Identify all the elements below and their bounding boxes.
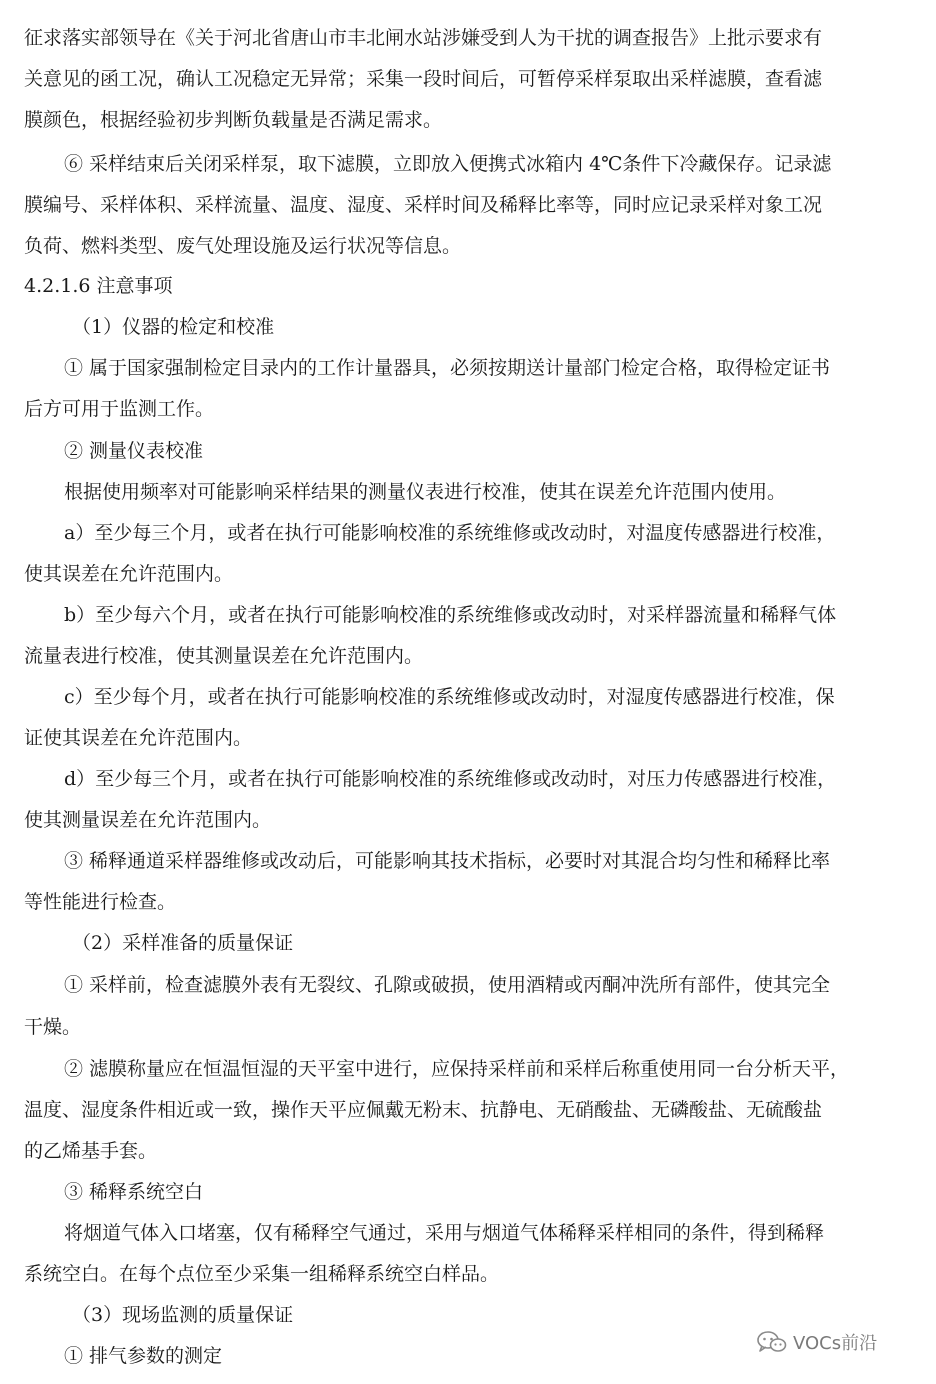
watermark-text: VOCs前沿: [793, 1333, 878, 1354]
paragraph-line: 干燥。: [24, 1016, 82, 1038]
paragraph-line: 使其测量误差在允许范围内。: [24, 809, 272, 831]
paragraph-line: ① 采样前，检查滤膜外表有无裂纹、孔隙或破损，使用酒精或丙酮冲洗所有部件，使其完全: [64, 974, 831, 996]
item-heading: ② 测量仪表校准: [64, 440, 204, 462]
paragraph-line: 系统空白。在每个点位至少采集一组稀释系统空白样品。: [24, 1263, 500, 1285]
paragraph-line: b）至少每六个月，或者在执行可能影响校准的系统维修或改动时，对采样器流量和稀释气体: [64, 604, 837, 626]
paragraph-line: 温度、湿度条件相近或一致，操作天平应佩戴无粉末、抗静电、无硝酸盐、无磷酸盐、无硫酸盐: [24, 1099, 823, 1121]
paragraph-line: 的乙烯基手套。: [24, 1140, 158, 1162]
subsection-heading: （1）仪器的检定和校准: [72, 316, 275, 338]
paragraph-line: 膜颜色，根据经验初步判断负载量是否满足需求。: [24, 109, 443, 131]
item-heading: ③ 稀释系统空白: [64, 1181, 204, 1203]
paragraph-line: d）至少每三个月，或者在执行可能影响校准的系统维修或改动时，对压力传感器进行校准，: [64, 768, 837, 790]
paragraph-line: 使其误差在允许范围内。: [24, 563, 234, 585]
paragraph-line: 根据使用频率对可能影响采样结果的测量仪表进行校准，使其在误差允许范围内使用。: [64, 481, 787, 503]
paragraph-line: ⑥ 采样结束后关闭采样泵，取下滤膜，立即放入便携式冰箱内 4℃条件下冷藏保存。记录滤: [64, 153, 832, 175]
paragraph-line: 等性能进行检查。: [24, 891, 177, 913]
subsection-heading: （3）现场监测的质量保证: [72, 1304, 294, 1326]
paragraph-line: 征求落实部领导在《关于河北省唐山市丰北闸水站涉嫌受到人为干扰的调查报告》上批示要求有: [24, 27, 823, 49]
wechat-icon: [757, 1330, 787, 1354]
paragraph-line: 负荷、燃料类型、废气处理设施及运行状况等信息。: [24, 235, 462, 257]
paragraph-line: 流量表进行校准，使其测量误差在允许范围内。: [24, 645, 424, 667]
item-heading: ① 排气参数的测定: [64, 1345, 223, 1367]
paragraph-line: c）至少每个月，或者在执行可能影响校准的系统维修或改动时，对湿度传感器进行校准，保: [64, 686, 835, 708]
paragraph-line: ③ 稀释通道采样器维修或改动后，可能影响其技术指标，必要时对其混合均匀性和稀释比率: [64, 850, 831, 872]
section-heading: 4.2.1.6 注意事项: [24, 275, 173, 297]
paragraph-line: ② 滤膜称量应在恒温恒湿的天平室中进行，应保持采样前和采样后称重使用同一台分析天平，: [64, 1058, 850, 1080]
paragraph-line: 膜编号、采样体积、采样流量、温度、湿度、采样时间及稀释比率等，同时应记录采样对象工况: [24, 194, 823, 216]
paragraph-line: 关意见的函工况，确认工况稳定无异常；采集一段时间后，可暂停采样泵取出采样滤膜，查看滤: [24, 68, 823, 90]
paragraph-line: a）至少每三个月，或者在执行可能影响校准的系统维修或改动时，对温度传感器进行校准，: [64, 522, 836, 544]
paragraph-line: ① 属于国家强制检定目录内的工作计量器具，必须按期送计量部门检定合格，取得检定证书: [64, 357, 831, 379]
paragraph-line: 将烟道气体入口堵塞，仅有稀释空气通过，采用与烟道气体稀释采样相同的条件，得到稀释: [64, 1222, 825, 1244]
paragraph-line: 证使其误差在允许范围内。: [24, 727, 253, 749]
watermark: [757, 1326, 877, 1358]
subsection-heading: （2）采样准备的质量保证: [72, 932, 294, 954]
paragraph-line: 后方可用于监测工作。: [24, 398, 215, 420]
